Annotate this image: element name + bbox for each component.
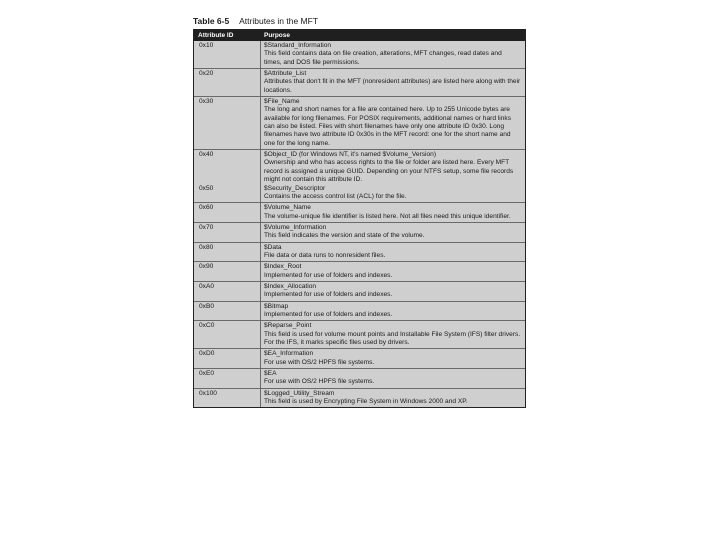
table-row [194,222,525,242]
table-row [194,261,525,281]
table-row [194,242,525,262]
attribute-id-cell [194,369,260,388]
attribute-id-cell [194,262,260,281]
attribute-id: 0x20 [199,70,214,78]
attribute-description: This field is used for volume mount points and Installable File System (IFS) filter drivers. For the IFS, it marks specific files used by drivers. [264,330,521,346]
attribute-id: 0x100 [199,389,217,397]
purpose-cell [260,302,525,321]
purpose-cell [260,369,525,388]
purpose-cell [260,203,525,222]
attribute-description: For use with OS/2 HPFS file systems. [264,378,375,386]
attribute-id: 0xC0 [199,322,215,330]
purpose-cell [260,262,525,281]
table-row [194,301,525,321]
attribute-description: File data or data runs to nonresident files. [264,251,386,259]
attribute-id: 0x60 [199,204,214,212]
attribute-id: 0xD0 [199,350,215,358]
attribute-id-cell [194,69,260,96]
attribute-name: $Logged_Utility_Stream [264,389,335,397]
purpose-cell [260,69,525,96]
attribute-name: $Reparse_Point [264,322,312,330]
table-row [194,281,525,301]
attribute-name: $Index_Root [264,263,302,271]
attribute-description: This field contains data on file creation, alterations, MFT changes, read dates and times, and DOS file permissions. [264,50,502,66]
attribute-name: $Standard_Information [264,42,332,49]
attribute-id-cell [194,243,260,262]
purpose-cell [260,243,525,262]
table-row [194,202,525,222]
purpose-cell [260,41,525,68]
attribute-description: For use with OS/2 HPFS file systems. [264,358,375,366]
attribute-name: $Attribute_List [264,70,307,78]
attribute-description: Attributes that don't fit in the MFT (nonresident attributes) are listed here along with their locations. [264,78,521,94]
attribute-description: This field is used by Encrypting File System in Windows 2000 and XP. [264,398,468,406]
attribute-name: $Security_Descriptor [264,184,326,192]
attribute-name: $EA_Information [264,350,314,358]
attribute-name: $EA [264,370,277,378]
header-purpose: Purpose [264,32,291,39]
header-attribute-id: Attribute ID [198,32,234,39]
attribute-id-cell [194,282,260,301]
table-caption-title: Attributes in the MFT [239,16,319,26]
attribute-id: 0x70 [199,223,214,231]
table-caption [193,15,526,29]
attribute-id: 0x10 [199,42,214,49]
attribute-name: $Object_ID (for Windows NT, it's named $Volume_Version) [264,151,437,159]
attribute-id-cell [194,223,260,242]
table-row [194,41,525,68]
attribute-name: $File_Name [264,98,300,106]
attribute-description: Implemented for use of folders and indexes. [264,291,393,299]
attribute-id: 0x50 [199,185,214,193]
table-body [194,41,525,407]
attribute-id-cell [194,97,260,149]
purpose-cell [260,321,525,348]
table-caption-label: Table 6-5 [193,16,230,26]
attribute-id-cell [194,302,260,321]
purpose-cell [260,282,525,301]
purpose-cell [260,97,525,149]
attribute-id: 0xA0 [199,282,215,290]
table-row [194,348,525,368]
attribute-name: $Data [264,243,282,251]
attribute-id-cell [194,349,260,368]
attribute-description: This field indicates the version and state of the volume. [264,232,425,240]
table-header-row [194,30,525,41]
table-row [194,149,525,202]
attribute-name: $Bitmap [264,302,289,310]
purpose-cell [260,349,525,368]
attribute-name: $Volume_Name [264,204,311,212]
attribute-id: 0xB0 [199,302,215,310]
purpose-cell [260,223,525,242]
document-table-figure [193,15,526,408]
attribute-id: 0xE0 [199,370,215,378]
attribute-id-cell [194,389,260,408]
table-row [194,368,525,388]
table-row [194,388,525,408]
attribute-description: Ownership and who has access rights to the file or folder are listed here. Every MFT record is assigned a unique GUID. Depending on your NTFS setup, some file records might not contain this attribute ID. [264,159,514,184]
purpose-cell [260,389,525,408]
attribute-name: $Volume_Information [264,223,327,231]
attribute-name: $Index_Allocation [264,282,317,290]
purpose-cell [260,150,525,202]
attribute-description: Contains the access control list (ACL) for the file. [264,192,407,200]
attribute-description: Implemented for use of folders and indexes. [264,271,393,279]
attribute-id: 0x30 [199,98,214,106]
attribute-id: 0x80 [199,243,214,251]
attribute-id-cell [194,203,260,222]
table-row [194,320,525,348]
attribute-description: Implemented for use of folders and indexes. [264,310,393,318]
attribute-id-cell [194,321,260,348]
attribute-id: 0x40 [199,151,214,159]
mft-attributes-table [193,29,526,408]
attribute-id: 0x90 [199,263,214,271]
attribute-description: The long and short names for a file are contained here. Up to 255 Unicode bytes are available for long filenames. For POSIX requirements, additional names or hard links can also be listed. Files with short filenames have only one attribute ID 0x30. Long filenames have two attribute ID 0x30s in the MFT record: one for the short name and one for the long name. [264,106,512,147]
table-row [194,68,525,96]
attribute-id-cell [194,150,260,202]
attribute-description: The volume-unique file identifier is listed here. Not all files need this unique identifier. [264,212,511,220]
attribute-id-cell [194,41,260,68]
table-row [194,96,525,149]
